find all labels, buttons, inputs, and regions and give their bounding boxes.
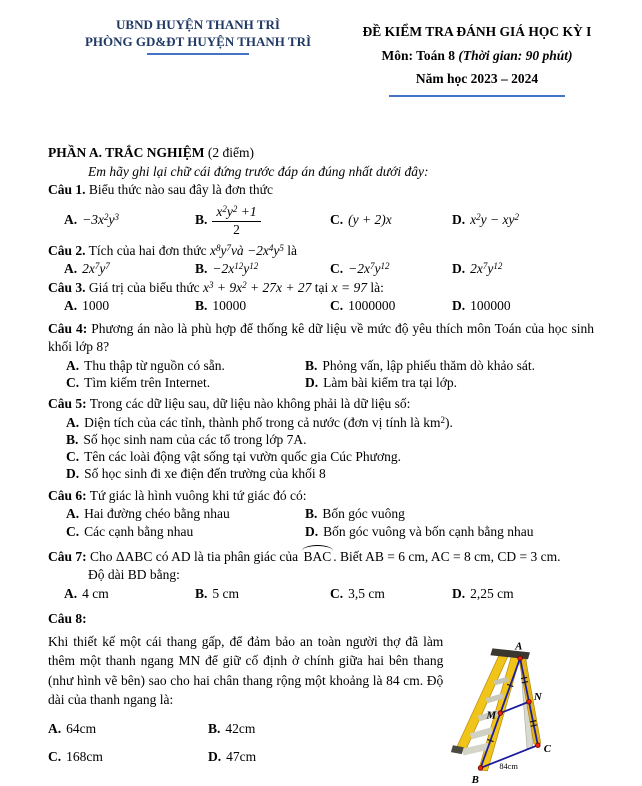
q8-options-row1	[48, 719, 443, 738]
q7-option-a: A. 4 cm	[64, 585, 109, 601]
page-header	[0, 0, 642, 97]
subject-label: Môn: Toán 8	[381, 48, 459, 63]
label-c: C	[544, 743, 552, 756]
org-line2: PHÒNG GD&ĐT HUYỆN THANH TRÌ	[84, 34, 312, 49]
q8-label: Câu 8:	[48, 611, 87, 627]
q8-content	[48, 632, 636, 786]
exam-title: ĐỀ KIỂM TRA ĐÁNH GIÁ HỌC KỲ I	[362, 24, 592, 39]
q1-option-b: B. $\frac{x^2y^2 +1}{2}$	[195, 204, 330, 237]
q8-option-b: B. 42cm	[208, 720, 256, 736]
q5-stem: Câu 5: Trong các dữ liệu sau, dữ liệu nào không phải là dữ liệu số:	[48, 396, 411, 412]
label-b: B	[471, 773, 480, 786]
question-2	[48, 242, 594, 279]
label-n: N	[534, 690, 543, 703]
q4-option-c: C. Tìm kiếm trên Internet.	[66, 374, 211, 390]
q6-options-row2	[66, 523, 594, 540]
q6-label: Câu 6:	[48, 487, 87, 503]
school-year: Năm học 2023 – 2024	[415, 71, 539, 86]
q7-option-d: D. 2,25 cm	[452, 585, 514, 601]
q1-option-c: C. (y + 2)x	[330, 212, 392, 228]
section-a-title-bold: PHẦN A. TRẮC NGHIỆM	[48, 145, 205, 160]
label-m: M	[486, 709, 497, 722]
question-3	[48, 279, 594, 316]
q2-options	[64, 260, 594, 279]
q2-label: Câu 2.	[48, 242, 86, 258]
label-a: A	[515, 640, 523, 653]
q1-stem: Câu 1. Biểu thức nào sau đây là đơn thức	[48, 182, 273, 197]
q2-option-d: D. $2x^7y^{12}$	[452, 261, 503, 276]
q8-label-line	[48, 610, 594, 629]
q7-option-c: C. 3,5 cm	[330, 585, 385, 601]
q3-options	[64, 297, 594, 316]
q4-stem: Câu 4: Phương án nào là phù hợp để thống kê dữ liệu về mức độ yêu thích môn Toán của học sinh khối lớp 8?	[48, 320, 594, 354]
q5-option-b: B. Số học sinh nam của các tổ trong lớp 7A.	[66, 431, 307, 447]
exam-body	[0, 97, 642, 786]
q6-option-d: D. Bốn góc vuông và bốn cạnh bằng nhau	[305, 523, 534, 539]
q6-option-a: A. Hai đường chéo bằng nhau	[66, 506, 230, 522]
duration-label: (Thời gian: 90 phút)	[458, 48, 573, 63]
q7-option-b: B. 5 cm	[195, 585, 240, 601]
q3-option-a: A. 1000	[64, 298, 110, 313]
question-8	[48, 610, 594, 786]
section-a-points: (2 điểm)	[204, 145, 255, 160]
issuing-org-block	[56, 16, 340, 97]
q7-label: Câu 7:	[48, 548, 87, 564]
q4-options-row2	[66, 374, 594, 391]
q4-options-row1	[66, 357, 594, 374]
question-4	[48, 320, 594, 392]
q1-option-a: A. $-3x^2y^3$	[64, 212, 119, 228]
q3-option-c: C. 1000000	[330, 298, 396, 313]
q5-option-d: D. Số học sinh đi xe điện đến trường của khối 8	[66, 466, 326, 482]
q7-stem-line2: Độ dài BD bằng:	[88, 567, 180, 583]
q3-stem: Câu 3. Giá trị của biểu thức $x^3 + 9x^2 + 27x + 27$ tại x = 97 là:	[48, 279, 384, 295]
exam-title-block	[340, 16, 614, 97]
ladder-figure	[443, 632, 636, 786]
section-a-instruction: Em hãy ghi lại chữ cái đứng trước đáp án đúng nhất dưới đây:	[88, 163, 429, 179]
q2-option-b: B. $-2x^{12}y^{12}$	[195, 261, 259, 276]
fraction: $\frac{x^2y^2 +1}{2}$	[212, 204, 260, 237]
q5-label: Câu 5:	[48, 396, 87, 412]
q5-option-a: A. Diện tích của các tỉnh, thành phố trong cả nước (đơn vị tính là $km^2$).	[66, 414, 453, 430]
q6-option-b: B. Bốn góc vuông	[305, 506, 405, 522]
q7-stem: Câu 7: Cho ΔABC có AD là tia phân giác của BAC . Biết AB = 6 cm, AC = 8 cm, CD = 3 cm.	[48, 548, 594, 567]
q5-option-c: C. Tên các loài động vật sống tại vườn quốc gia Cúc Phương.	[66, 449, 401, 465]
angle-bac: BAC	[302, 548, 334, 567]
q7-options	[64, 585, 594, 604]
q3-option-d: D. 100000	[452, 298, 511, 313]
q6-stem: Câu 6: Tứ giác là hình vuông khi tứ giác đó có:	[48, 487, 307, 503]
q1-option-d: D. $x^2y - xy^2$	[452, 212, 519, 228]
q4-label: Câu 4:	[48, 320, 88, 336]
section-a-title	[48, 144, 594, 163]
question-1	[48, 181, 594, 242]
q6-option-c: C. Các cạnh bằng nhau	[66, 523, 194, 539]
question-7	[48, 548, 594, 604]
q3-option-b: B. 10000	[195, 298, 247, 313]
q4-option-b: B. Phỏng vấn, lập phiếu thăm dò khảo sát.	[305, 357, 535, 373]
question-6	[48, 487, 594, 540]
angle-arc	[302, 545, 334, 552]
exam-subject-line	[340, 47, 614, 65]
org-underline	[147, 53, 249, 55]
label-span-84cm: 84cm	[499, 761, 519, 771]
q3-label: Câu 3.	[48, 279, 86, 295]
q8-text-column	[48, 632, 443, 786]
q4-option-a: A. Thu thập từ nguồn có sẵn.	[66, 357, 225, 373]
q2-stem: Câu 2. Tích của hai đơn thức $x^8y^7và -2x^4y^5$ là	[48, 242, 298, 258]
q6-options-row1	[66, 505, 594, 522]
q8-options-row2	[48, 747, 443, 766]
q8-option-d: D. 47cm	[208, 748, 257, 764]
q1-options	[64, 200, 594, 242]
org-line1: UBND HUYỆN THANH TRÌ	[116, 17, 280, 32]
q2-option-a: A. $2x^7y^7$	[64, 261, 110, 276]
q8-option-a: A. 64cm	[48, 720, 97, 736]
q8-paragraph: Khi thiết kế một cái thang gấp, để đảm bảo an toàn người thợ đã làm thêm một thanh ngang MN để giữ cố định ở chính giữa hai bên thang (như hình vẽ bên) sao cho hai chân thang rộng một khoảng là 84 cm. Độ dài của thanh ngang là:	[48, 633, 444, 708]
q8-option-c: C. 168cm	[48, 748, 103, 764]
q4-option-d: D. Làm bài kiểm tra tại lớp.	[305, 374, 457, 390]
q1-label: Câu 1.	[48, 182, 86, 197]
q2-option-c: C. $-2x^7y^{12}$	[330, 261, 390, 276]
question-5	[48, 395, 594, 483]
title-underline	[389, 95, 565, 97]
